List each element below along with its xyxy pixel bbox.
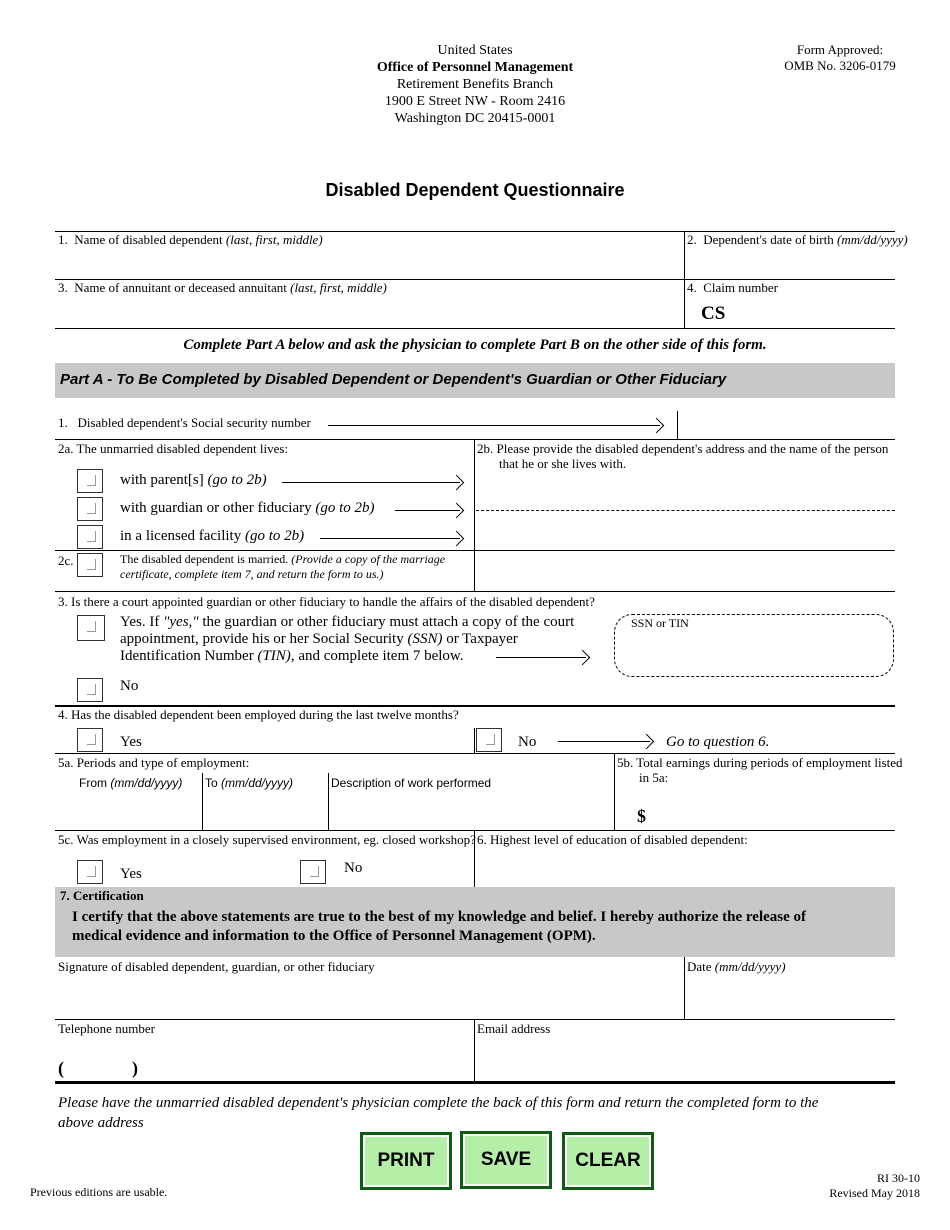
guardian-yes-checkbox[interactable] bbox=[77, 615, 105, 641]
save-button[interactable] bbox=[460, 1131, 552, 1189]
footer-note: Please have the unmarried disabled dependent's physician complete the back of this form and return the completed form to the above address bbox=[58, 1095, 819, 1131]
married-checkbox[interactable] bbox=[77, 553, 103, 577]
q3-label: 3. Is there a court appointed guardian or other fiduciary to handle the affairs of the disabled dependent? bbox=[58, 594, 595, 609]
facility-arrow bbox=[320, 538, 460, 539]
clear-button-label: CLEAR bbox=[565, 1135, 651, 1187]
telephone-field[interactable] bbox=[145, 1058, 469, 1082]
q5a-label: 5a. Periods and type of employment: bbox=[58, 755, 250, 770]
work-description-field[interactable] bbox=[333, 800, 613, 826]
instruction-text: Complete Part A below and ask the physician to complete Part B on the other side of this form. bbox=[183, 337, 767, 353]
omb-number: OMB No. 3206-0179 bbox=[784, 58, 896, 73]
address-line-1: United States bbox=[437, 43, 513, 58]
q2b-label: 2b. Please provide the disabled dependent's address and the name of the person that he or she lives with. bbox=[477, 441, 889, 471]
parent-arrow bbox=[282, 482, 460, 483]
supervised-yes-checkbox[interactable] bbox=[77, 860, 103, 884]
signature-field[interactable] bbox=[60, 985, 679, 1013]
revision-date: Revised May 2018 bbox=[829, 1186, 920, 1200]
save-button-label: SAVE bbox=[463, 1134, 549, 1186]
address-line-5: Washington DC 20415-0001 bbox=[394, 111, 556, 126]
employed-no-checkbox[interactable] bbox=[476, 728, 502, 752]
area-code-field[interactable] bbox=[72, 1058, 132, 1082]
to-label: To (mm/dd/yyyy) bbox=[205, 776, 294, 790]
dependent-dob-label: 2. Dependent's date of birth (mm/dd/yyyy) bbox=[687, 232, 908, 247]
facility-option-label: in a licensed facility (go to 2b) bbox=[120, 528, 305, 544]
total-earnings-field[interactable] bbox=[655, 805, 894, 829]
ssn-tin-field[interactable] bbox=[630, 640, 884, 666]
claim-number-label: 4. Claim number bbox=[687, 280, 778, 295]
employed-yes-checkbox[interactable] bbox=[77, 728, 103, 752]
dependent-name-label: 1. Name of disabled dependent (last, first, middle) bbox=[58, 232, 323, 247]
description-label: Description of work performed bbox=[331, 776, 492, 790]
guardian-yes-text: Yes. If "yes," the guardian or other fiduciary must attach a copy of the court appointment, provide his or her Social Security (SSN) or Taxpayer Identification Number (TIN), and complete item 7 below. bbox=[120, 614, 575, 664]
page-title: Disabled Dependent Questionnaire bbox=[325, 180, 625, 200]
address-line-4: 1900 E Street NW - Room 2416 bbox=[384, 94, 566, 109]
email-label: Email address bbox=[477, 1021, 551, 1036]
guardian-no-label: No bbox=[120, 678, 139, 694]
address-line-3: Retirement Benefits Branch bbox=[396, 77, 554, 92]
annuitant-name-label: 3. Name of annuitant or deceased annuitant (last, first, middle) bbox=[58, 280, 387, 295]
supervised-no-checkbox[interactable] bbox=[300, 860, 326, 884]
parent-checkbox[interactable] bbox=[77, 469, 103, 493]
claim-number-field[interactable] bbox=[735, 304, 894, 328]
email-field[interactable] bbox=[480, 1050, 894, 1076]
phone-close-paren: ) bbox=[132, 1058, 138, 1078]
ssn-field[interactable] bbox=[682, 413, 894, 437]
guardian-no-checkbox[interactable] bbox=[77, 678, 103, 702]
address-line-2: Office of Personnel Management bbox=[376, 60, 574, 75]
print-button-label: PRINT bbox=[363, 1135, 449, 1187]
education-field[interactable] bbox=[480, 856, 894, 882]
supervised-yes-label: Yes bbox=[120, 866, 142, 882]
facility-checkbox[interactable] bbox=[77, 525, 103, 549]
guardian-arrow bbox=[395, 510, 460, 511]
employed-yes-label: Yes bbox=[120, 734, 142, 750]
agency-address bbox=[325, 42, 625, 127]
tin-arrow bbox=[496, 657, 586, 658]
dependent-name-field[interactable] bbox=[60, 252, 679, 276]
q2a-label: 2a. The unmarried disabled dependent lives: bbox=[58, 441, 289, 456]
phone-open-paren: ( bbox=[58, 1058, 64, 1078]
q6-label: 6. Highest level of education of disabled dependent: bbox=[477, 832, 748, 847]
parent-option-label: with parent[s] (go to 2b) bbox=[120, 472, 267, 488]
ssn-arrow bbox=[328, 425, 660, 426]
previous-editions: Previous editions are usable. bbox=[30, 1185, 168, 1199]
earnings-currency: $ bbox=[637, 806, 646, 826]
from-label: From (mm/dd/yyyy) bbox=[79, 776, 183, 790]
supervised-no-label: No bbox=[344, 860, 363, 876]
form-id bbox=[800, 1171, 920, 1201]
guardian-option-label: with guardian or other fiduciary (go to 2b) bbox=[120, 500, 375, 516]
part-a-title: Part A - To Be Completed by Disabled Dependent or Dependent's Guardian or Other Fiduciary bbox=[60, 371, 727, 388]
q5b-label: 5b. Total earnings during periods of employment listed in 5a: bbox=[617, 755, 903, 785]
q4-label: 4. Has the disabled dependent been employed during the last twelve months? bbox=[58, 707, 459, 722]
print-button[interactable] bbox=[360, 1132, 452, 1190]
form-number: RI 30-10 bbox=[877, 1171, 920, 1185]
claim-prefix: CS bbox=[701, 303, 726, 324]
address-line-2-field[interactable] bbox=[480, 518, 894, 544]
date-label: Date (mm/dd/yyyy) bbox=[687, 959, 786, 974]
omb-approval bbox=[760, 42, 920, 74]
guardian-checkbox[interactable] bbox=[77, 497, 103, 521]
ssn-tin-label: SSN or TIN bbox=[631, 616, 689, 630]
signature-label: Signature of disabled dependent, guardian, or other fiduciary bbox=[58, 959, 375, 974]
employed-no-label: No bbox=[518, 734, 537, 750]
employed-no-arrow bbox=[558, 741, 650, 742]
employment-from-field[interactable] bbox=[62, 800, 201, 826]
address-line-1-field[interactable] bbox=[480, 484, 894, 508]
ssn-label: 1. Disabled dependent's Social security number bbox=[58, 415, 311, 430]
married-label: The disabled dependent is married. (Provide a copy of the marriage certificate, complete item 7, and return the form to us.) bbox=[120, 552, 446, 581]
clear-button[interactable] bbox=[562, 1132, 654, 1190]
q5c-label: 5c. Was employment in a closely supervised environment, eg. closed workshop? bbox=[58, 832, 476, 847]
certification-title: 7. Certification bbox=[60, 888, 144, 903]
dependent-dob-field[interactable] bbox=[690, 252, 894, 276]
form-approved: Form Approved: bbox=[796, 42, 884, 57]
date-field[interactable] bbox=[690, 985, 894, 1013]
employment-to-field[interactable] bbox=[207, 800, 328, 826]
certification-text: I certify that the above statements are true to the best of my knowledge and belief. I hereby authorize the release of medical evidence and information to the Office of Personnel Management (OPM). bbox=[72, 909, 807, 944]
go-to-q6: Go to question 6. bbox=[666, 734, 770, 750]
annuitant-name-field[interactable] bbox=[60, 300, 679, 324]
q2c-number: 2c. bbox=[58, 553, 74, 568]
telephone-label: Telephone number bbox=[58, 1021, 155, 1036]
